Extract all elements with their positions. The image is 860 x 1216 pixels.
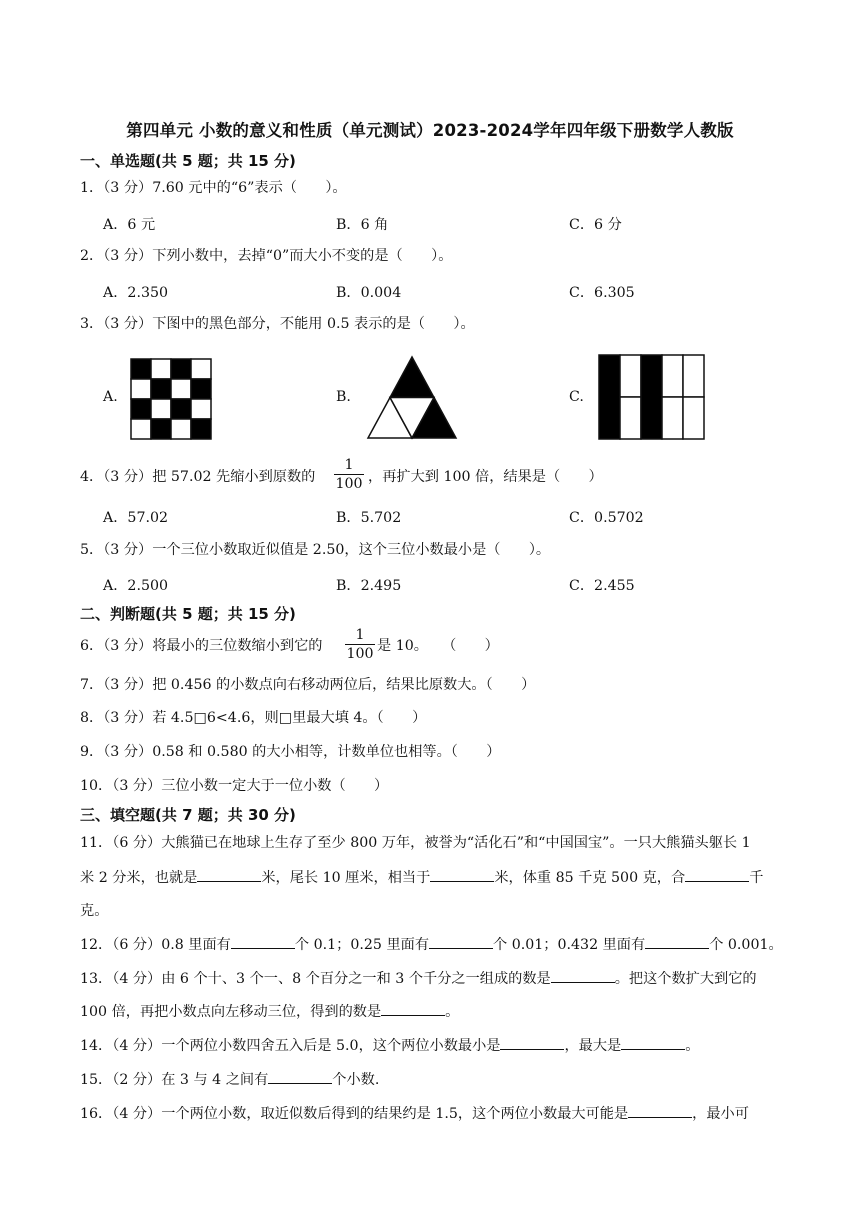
- answer-blank[interactable]: [430, 867, 494, 882]
- q4-option-a: A．57.02: [103, 510, 169, 526]
- q11-text-a: 米 2 分米，也就是: [80, 870, 198, 886]
- q3-figure-b-triangle: [368, 356, 458, 440]
- question-12: [80, 934, 783, 955]
- question-11-line-2: [80, 867, 763, 888]
- question-4-stem: 4．（3 分）把 57.02 先缩小到原数的: [80, 469, 316, 485]
- question-5: 5．（3 分）一个三位小数取近似值是 2.50，这个三位小数最小是（ ）。: [80, 542, 551, 558]
- q4-option-c: C．0.5702: [569, 510, 644, 526]
- q13-text-b: 。把这个数扩大到它的: [614, 971, 757, 987]
- answer-blank[interactable]: [500, 1035, 564, 1050]
- q15-text-b: 个小数.: [332, 1072, 380, 1088]
- answer-blank[interactable]: [551, 968, 615, 983]
- q3-option-a: A.: [103, 389, 118, 405]
- q4-fraction-numerator: 1: [344, 457, 354, 473]
- q5-option-b: B．2.495: [336, 578, 402, 594]
- q13-text-d: 。: [445, 1004, 460, 1020]
- q1-option-c: C．6 分: [569, 217, 622, 233]
- q11-text-d: 千: [749, 870, 764, 886]
- question-7: 7．（3 分）把 0.456 的小数点向右移动两位后，结果比原数大。（ ）: [80, 677, 536, 693]
- q13-text-c: 100 倍，再把小数点向左移动三位，得到的数是: [80, 1004, 382, 1020]
- q16-text-b: ，最小可: [692, 1106, 749, 1122]
- question-11-line-1: 11．（6 分）大熊猫已在地球上生存了至少 800 万年，被誉为“活化石”和“中国国宝”。一只大熊猫头躯长 1: [80, 835, 751, 851]
- q3-option-c: C.: [569, 389, 584, 405]
- question-11-line-3: 克。: [80, 903, 109, 919]
- q3-option-b: B.: [336, 389, 351, 405]
- q4-fraction-denominator: 100: [335, 476, 363, 492]
- section-heading-true-false: 二、判断题(共 5 题；共 15 分): [80, 605, 296, 623]
- answer-blank[interactable]: [645, 934, 709, 949]
- answer-blank[interactable]: [381, 1001, 445, 1016]
- q2-option-b: B．0.004: [336, 285, 402, 301]
- q14-text-b: ，最大是: [564, 1038, 622, 1054]
- question-8: 8．（3 分）若 4.5□6<4.6，则□里最大填 4。（ ）: [80, 710, 427, 726]
- q16-text-a: 16．（4 分）一个两位小数，取近似数后得到的结果约是 1.5，这个两位小数最大可能是: [80, 1106, 629, 1122]
- section-heading-fill-in: 三、填空题(共 7 题；共 30 分): [80, 806, 296, 824]
- q14-text-c: 。: [685, 1038, 700, 1054]
- q4-option-b: B．5.702: [336, 510, 402, 526]
- q12-text-b: 个 0.1；0.25 里面有: [294, 937, 430, 953]
- q13-text-a: 13．（4 分）由 6 个十、3 个一、8 个百分之一和 3 个千分之一组成的数是: [80, 971, 551, 987]
- q12-text-c: 个 0.01；0.432 里面有: [493, 937, 646, 953]
- q6-fraction-numerator: 1: [355, 627, 365, 643]
- question-1: 1．（3 分）7.60 元中的“6”表示（ ）。: [80, 180, 347, 196]
- q12-text-a: 12．（6 分）0.8 里面有: [80, 937, 231, 953]
- question-6-tail: 是 10。 （ ）: [377, 638, 499, 654]
- q4-fraction: [334, 456, 364, 493]
- page-title: 第四单元 小数的意义和性质（单元测试）2023-2024学年四年级下册数学人教版: [126, 121, 734, 140]
- q5-option-a: A．2.500: [103, 578, 169, 594]
- question-15: [80, 1069, 379, 1090]
- answer-blank[interactable]: [429, 934, 493, 949]
- answer-blank[interactable]: [268, 1069, 332, 1084]
- question-13-line-1: [80, 968, 757, 989]
- q6-fraction: [345, 626, 375, 663]
- q2-option-c: C．6.305: [569, 285, 635, 301]
- q3-figure-c-grid: [598, 354, 706, 440]
- question-14: [80, 1035, 699, 1056]
- question-6-stem: 6．（3 分）将最小的三位数缩小到它的: [80, 638, 323, 654]
- answer-blank[interactable]: [197, 867, 261, 882]
- question-4-tail: ，再扩大到 100 倍，结果是（ ）: [368, 469, 603, 485]
- q2-option-a: A．2.350: [103, 285, 169, 301]
- question-2: 2．（3 分）下列小数中，去掉“0”而大小不变的是（ ）。: [80, 248, 453, 264]
- question-13-line-2: [80, 1001, 459, 1022]
- q14-text-a: 14．（4 分）一个两位小数四舍五入后是 5.0，这个两位小数最小是: [80, 1038, 501, 1054]
- answer-blank[interactable]: [628, 1103, 692, 1118]
- section-heading-single-choice: 一、单选题(共 5 题；共 15 分): [80, 152, 296, 170]
- q1-option-a: A．6 元: [103, 217, 156, 233]
- q11-text-c: 米，体重 85 千克 500 克，合: [494, 870, 686, 886]
- q6-fraction-denominator: 100: [346, 646, 374, 662]
- q3-figure-a-checkerboard: [130, 358, 212, 440]
- answer-blank[interactable]: [621, 1035, 685, 1050]
- q15-text-a: 15．（2 分）在 3 与 4 之间有: [80, 1072, 269, 1088]
- q12-text-d: 个 0.001。: [709, 937, 783, 953]
- question-9: 9．（3 分）0.58 和 0.580 的大小相等，计数单位也相等。（ ）: [80, 744, 501, 760]
- q5-option-c: C．2.455: [569, 578, 635, 594]
- question-16: [80, 1103, 749, 1124]
- q1-option-b: B．6 角: [336, 217, 389, 233]
- answer-blank[interactable]: [685, 867, 749, 882]
- answer-blank[interactable]: [231, 934, 295, 949]
- question-3: 3．（3 分）下图中的黑色部分，不能用 0.5 表示的是（ ）。: [80, 316, 475, 332]
- question-10: 10．（3 分）三位小数一定大于一位小数（ ）: [80, 778, 389, 794]
- q11-text-b: 米，尾长 10 厘米，相当于: [261, 870, 431, 886]
